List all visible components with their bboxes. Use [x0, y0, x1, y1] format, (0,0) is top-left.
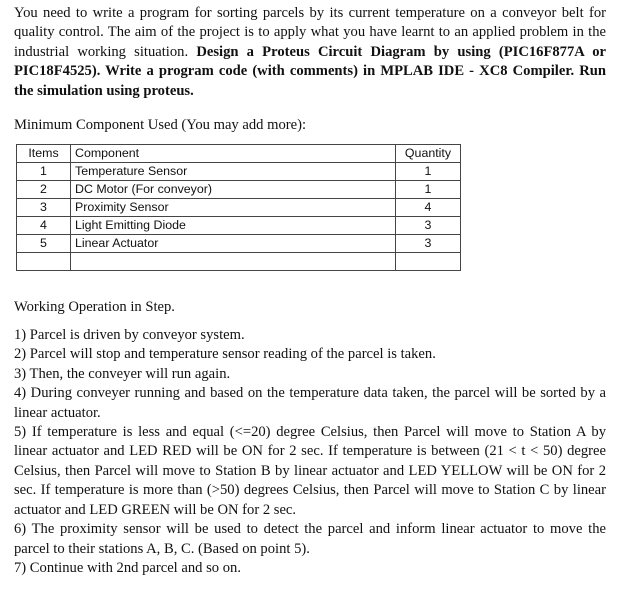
cell-item: 5: [17, 235, 71, 253]
step-item: 1) Parcel is driven by conveyor system.: [14, 327, 245, 344]
table-row-empty: [17, 253, 461, 271]
cell-quantity: 4: [396, 199, 461, 217]
cell-quantity: 1: [396, 181, 461, 199]
step-item: 6) The proximity sensor will be used to detect the parcel and inform linear actuator to move the parcel to their stations A, B, C. (Based on point 5).: [14, 521, 606, 557]
operation-steps: [14, 326, 606, 578]
table-row: [17, 199, 461, 217]
cell-item: 3: [17, 199, 71, 217]
intro-bold-text: Design a Proteus Circuit Diagram by using (PIC16F877A or PIC18F4525). Write a program code (with comments) in MPLAB IDE - XC8 Compiler. Run the simulation using proteus.: [14, 43, 606, 99]
cell-component: Proximity Sensor: [71, 199, 396, 217]
header-quantity: Quantity: [396, 145, 461, 163]
cell-component: DC Motor (For conveyor): [71, 181, 396, 199]
document-page: [14, 4, 606, 578]
header-component: Component: [71, 145, 396, 163]
table-row: [17, 217, 461, 235]
cell-component: Temperature Sensor: [71, 163, 396, 181]
step-item: 4) During conveyer running and based on the temperature data taken, the parcel will be sorted by a linear actuator.: [14, 385, 606, 421]
cell-item: 2: [17, 181, 71, 199]
cell-quantity: 3: [396, 217, 461, 235]
step-item: 7) Continue with 2nd parcel and so on.: [14, 559, 241, 576]
step-item: 2) Parcel will stop and temperature sensor reading of the parcel is taken.: [14, 346, 436, 363]
cell-item: 1: [17, 163, 71, 181]
min-components-heading: Minimum Component Used (You may add more):: [14, 117, 306, 134]
components-table: [16, 144, 461, 271]
cell-quantity: 1: [396, 163, 461, 181]
step-item: 5) If temperature is less and equal (<=20) degree Celsius, then Parcel will move to Station A by linear actuator and LED RED will be ON for 2 sec. If temperature is between (21 < t < 50) degree Celsius, then Parcel will move to Station B by linear actuator and LED YELLOW will be ON for 2 sec. If temperature is more than (>50) degrees Celsius, then Parcel will move to Station C by linear actuator and LED GREEN will be ON for 2 sec.: [14, 424, 606, 518]
table-header-row: [17, 145, 461, 163]
cell-quantity: 3: [396, 235, 461, 253]
table-row: [17, 181, 461, 199]
cell-item-empty: [17, 253, 71, 271]
header-items: Items: [17, 145, 71, 163]
cell-component: Linear Actuator: [71, 235, 396, 253]
intro-paragraph: [14, 4, 606, 101]
operation-heading: Working Operation in Step.: [14, 299, 175, 316]
cell-quantity-empty: [396, 253, 461, 271]
cell-component: Light Emitting Diode: [71, 217, 396, 235]
step-item: 3) Then, the conveyer will run again.: [14, 365, 231, 382]
table-row: [17, 235, 461, 253]
cell-item: 4: [17, 217, 71, 235]
intro-plain-text: You need to write a program for sorting parcels by its current temperature on a conveyor belt for quality control. The aim of the project is to apply what you have learnt to an applied problem in the industrial working situation.: [14, 5, 606, 60]
cell-component-empty: [71, 253, 396, 271]
table-row: [17, 163, 461, 181]
